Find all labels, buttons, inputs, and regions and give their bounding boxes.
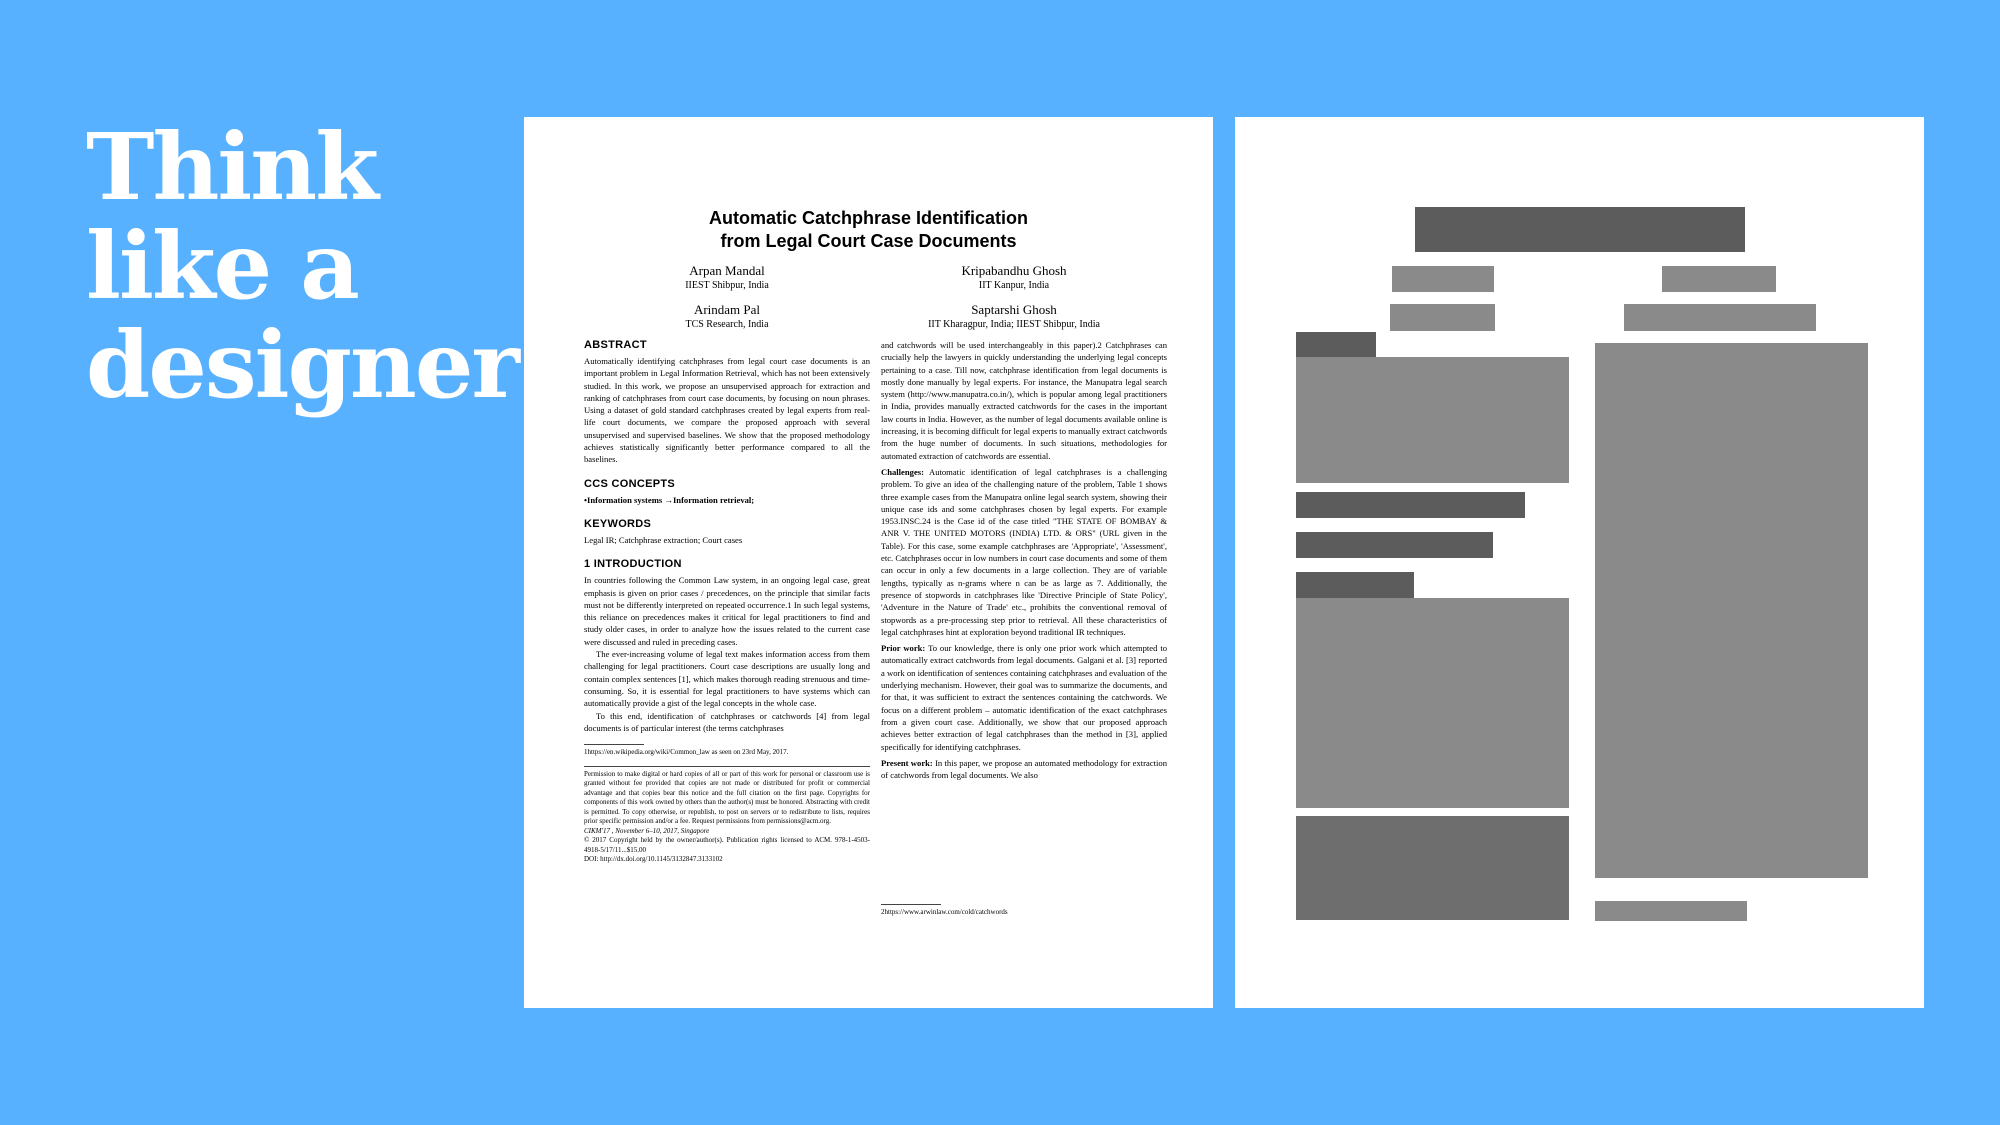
author-name: Arpan Mandal xyxy=(689,263,765,278)
paper-title xyxy=(524,207,1213,253)
wireframe-abstract-heading xyxy=(1296,332,1376,357)
footnote-2: 2https://www.arwinlaw.com/cold/catchwords xyxy=(881,908,1008,916)
author-affiliation: IIEST Shibpur, India xyxy=(685,280,769,291)
keywords-heading: KEYWORDS xyxy=(584,517,652,530)
challenges-lead: Challenges: xyxy=(881,466,924,477)
headline-line-1: Think xyxy=(86,113,377,221)
wireframe-author-name-1 xyxy=(1392,266,1494,292)
footnote-rule xyxy=(584,744,644,745)
right-paragraph-1: and catchwords will be used interchangeably in this paper).2 Catchphrases can crucially help the lawyers in quickly understanding the underlying legal concepts pertaining to a case. Till now, catchphrase identification from legal documents is mostly done manually by legal experts. For instance, the Manupatra legal search system (http://www.manupatra.co.in/), which is popular among legal practitioners in India, provides manually extracted catchwords for the cases in the important law courts in India. However, as the number of legal documents available online is increasing, it is becoming difficult for legal experts to manually extract catchwords from the huge number of documents. In such situations, methodologies for automated extraction of catchwords are essential. xyxy=(881,340,1167,461)
paper-left-column xyxy=(584,339,870,865)
headline xyxy=(86,113,518,419)
author-2 xyxy=(864,263,1164,293)
author-affiliation: IIT Kanpur, India xyxy=(978,280,1050,291)
wireframe-title-block xyxy=(1415,207,1745,252)
present-work-lead: Present work: xyxy=(881,757,933,768)
copyright-line: © 2017 Copyright held by the owner/author(s). Publication rights licensed to ACM. 978-1-4503-4918-5/17/11...$15.00 xyxy=(584,836,870,854)
challenges-text: Automatic identification of legal catchphrases is a challenging problem. To give an idea of the challenging nature of the problem, Table 1 shows three example cases from the Manupatra online legal search system, showing their unique case ids and some catchphrases chosen by legal experts. For example 1953.INSC.24 is the Case id of the case titled "THE STATE OF BOMBAY & ANR V. THE UNITED MOTORS (INDIA) LTD. & ORS" (URL given in the Table). For this case, some example catchphrases are 'Appropriate', 'Assessment', etc. Catchphrases occur in low numbers in court case documents and some of them can occur in only a few documents in a large collection. They are of variable lengths, typically as n-grams where n can be as large as 7. Additionally, the presence of stopwords in catchphrases like 'Directive Principle of State Policy', 'Adventure in the Nature of Trade' etc., prohibits the conventional removal of stopwords as a pre-processing step prior to retrieval. All these characteristics of legal catchphrases hint at exploration beyond traditional IR techniques. xyxy=(881,466,1167,637)
challenges-paragraph xyxy=(881,466,1167,638)
wireframe-author-name-2 xyxy=(1662,266,1776,292)
permission-rule xyxy=(584,766,870,767)
author-affiliation: TCS Research, India xyxy=(685,319,769,330)
headline-line-3: designer xyxy=(86,311,518,419)
author-4 xyxy=(864,302,1164,332)
present-work-text: In this paper, we propose an automated methodology for extraction of catchwords from legal documents. We also xyxy=(881,757,1167,781)
abstract-heading: ABSTRACT xyxy=(584,339,647,351)
paper-page xyxy=(524,117,1213,1008)
intro-heading: 1 INTRODUCTION xyxy=(584,558,682,571)
ccs-text: •Information systems →Information retrieval; xyxy=(584,494,755,505)
author-1 xyxy=(584,263,870,293)
wireframe-ccs-block xyxy=(1296,492,1525,518)
author-affiliation: IIT Kharagpur, India; IIEST Shibpur, India xyxy=(928,319,1100,330)
wireframe-footnote-block xyxy=(1595,901,1747,921)
keywords-text: Legal IR; Catchphrase extraction; Court cases xyxy=(584,534,743,545)
prior-work-text: To our knowledge, there is only one prior work which attempted to automatically extract catchwords from legal documents. Galgani et al. [3] reported a work on identification of sentences containing catchphrases and evaluation of the underlying mechanism. However, their goal was to summarize the documents, and for that, it was sufficient to extract the sentences containing the catchwords. We focus on a different problem – automatic identification of the exact catchphrases from a given court case. Additionally, we show that our proposed approach achieves better extraction of legal catchphrases than the method in [3], applied specifically for identifying catchphrases. xyxy=(881,643,1167,752)
footnote-1: 1https://en.wikipedia.org/wiki/Common_law as seen on 23rd May, 2017. xyxy=(584,748,789,757)
doi-line: DOI: http://dx.doi.org/10.1145/3132847.3133102 xyxy=(584,855,723,864)
paper-title-line-2: from Legal Court Case Documents xyxy=(720,231,1017,251)
headline-line-2: like a xyxy=(86,212,358,320)
wireframe-permission-block xyxy=(1296,816,1569,920)
author-name: Kripabandhu Ghosh xyxy=(961,263,1067,278)
intro-paragraph-2: The ever-increasing volume of legal text makes information access from them challenging for legal practitioners. Court case descriptions are usually long and contain complex sentences [1], which makes thorough reading strenuous and time-consuming. So, it is essential for legal practitioners to have systems which can automatically provide a gist of the legal concepts in the whole case. xyxy=(584,649,870,709)
author-name: Arindam Pal xyxy=(693,302,761,317)
intro-paragraph-3: To this end, identification of catchphrases or catchwords [4] from legal documents is of particular interest (the terms catchphrases xyxy=(584,710,870,733)
prior-work-paragraph xyxy=(881,642,1167,753)
wireframe-intro-body xyxy=(1296,598,1569,808)
permission-notice: Permission to make digital or hard copies of all or part of this work for personal or classroom use is granted without fee provided that copies are not made or distributed for profit or commercial advantage and that copies bear this notice and the full citation on the first page. Copyrights for components of this work owned by others than the author(s) must be honored. Abstracting with credit is permitted. To copy otherwise, or republish, to post on servers or to redistribute to lists, requires prior specific permission and/or a fee. Request permissions from permissions@acm.org. xyxy=(584,769,870,826)
ccs-heading: CCS CONCEPTS xyxy=(584,477,675,490)
author-3 xyxy=(584,302,870,332)
author-name: Saptarshi Ghosh xyxy=(971,302,1057,317)
intro-paragraph-1: In countries following the Common Law system, in an ongoing legal case, great emphasis is given on prior cases / precedences, on the principle that similar facts must not be differently interpreted on repeated occurrence.1 In such legal systems, this reliance on precedences makes it critical for legal practitioners to find and study older cases, in order to analyze how the issues related to the current case were discussed and ruled in preceding cases. xyxy=(584,575,870,647)
wireframe-page xyxy=(1235,117,1924,1008)
present-work-paragraph xyxy=(881,757,1167,782)
wireframe-abstract-body xyxy=(1296,357,1569,483)
paper-title-line-1: Automatic Catchphrase Identification xyxy=(708,208,1029,228)
footnote-2-rule xyxy=(881,904,941,905)
paper-right-column xyxy=(881,339,1167,781)
prior-work-lead: Prior work: xyxy=(881,643,926,654)
venue-line: CIKM'17 , November 6–10, 2017, Singapore xyxy=(584,826,710,835)
wireframe-author-affiliation-2 xyxy=(1624,304,1816,331)
wireframe-intro-heading xyxy=(1296,572,1414,598)
wireframe-right-column-body xyxy=(1595,343,1868,878)
abstract-text: Automatically identifying catchphrases from legal court case documents is an important problem in Legal Information Retrieval, which has not been extensively studied. In this work, we propose an unsupervised approach for extraction and ranking of catchphrases from court case documents, by focusing on noun phrases. Using a dataset of gold standard catchphrases created by legal experts from real-life court documents, we compare the proposed approach with several unsupervised and supervised baselines. We show that the proposed methodology achieves statistically significantly better performance compared to all the baselines. xyxy=(584,356,870,465)
wireframe-keywords-block xyxy=(1296,532,1493,558)
wireframe-author-affiliation-1 xyxy=(1390,304,1495,331)
